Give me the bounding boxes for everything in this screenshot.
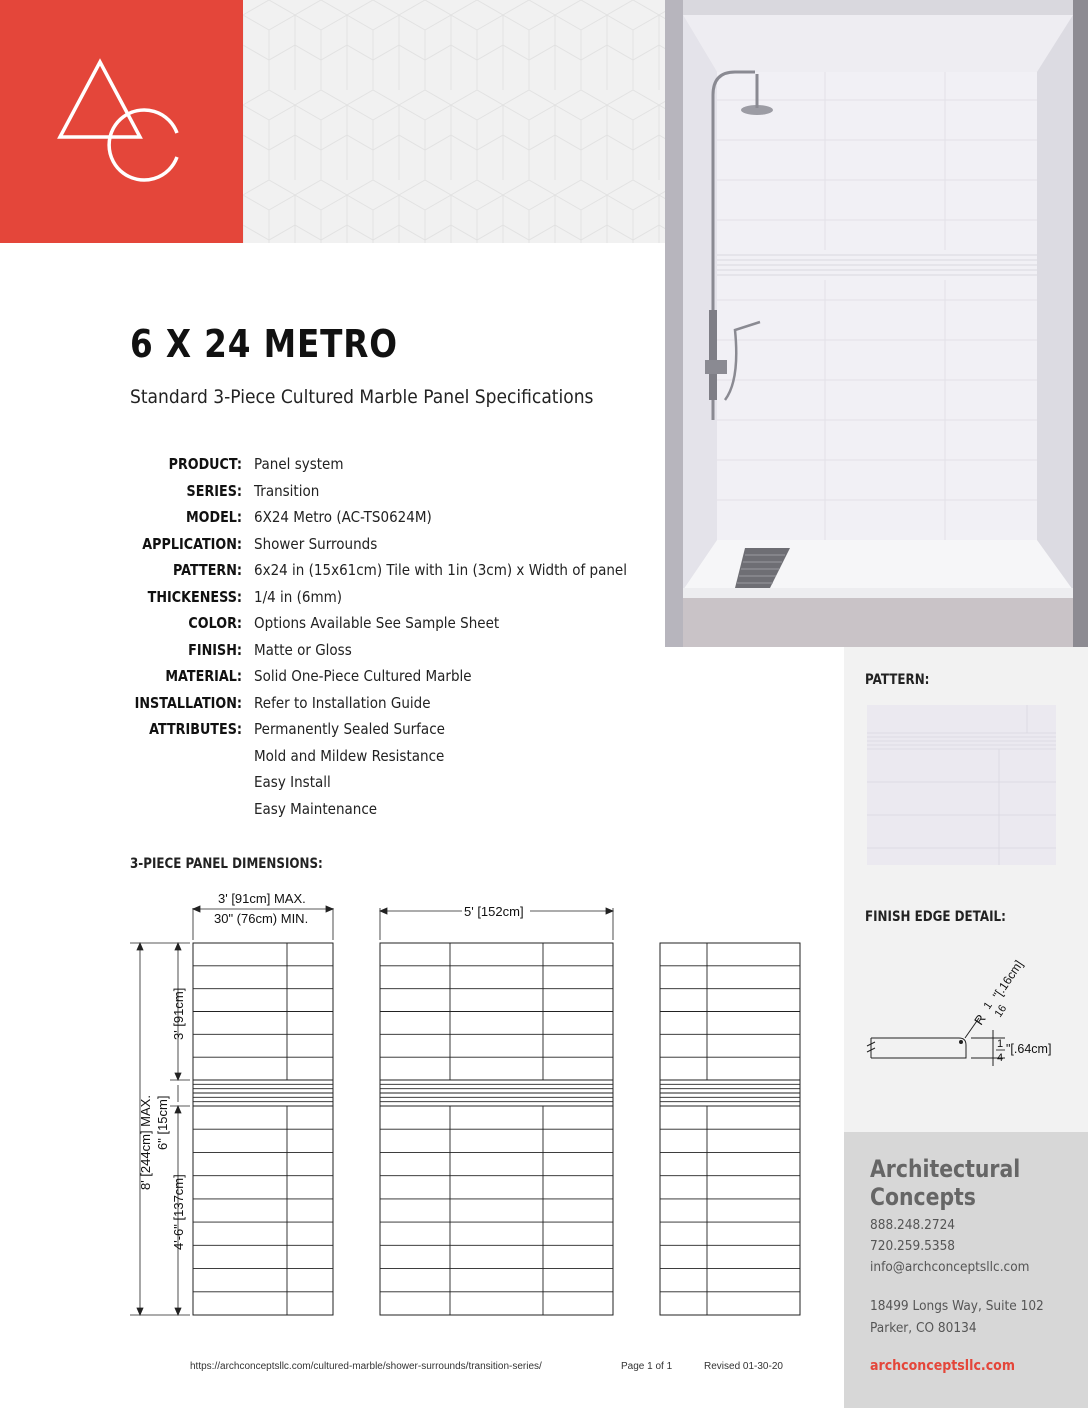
spec-label: ATTRIBUTES: <box>149 720 242 738</box>
spec-row <box>0 455 660 481</box>
spec-value: Mold and Mildew Resistance <box>254 746 445 765</box>
website-link[interactable]: archconceptsllc.com <box>870 1358 1015 1374</box>
edge-radius-num: 1 <box>981 999 995 1012</box>
spec-row <box>0 773 660 799</box>
spec-label: PRODUCT: <box>168 455 242 473</box>
ac-logo <box>0 0 243 243</box>
finish-edge-diagram <box>855 950 1080 1080</box>
spec-value: Permanently Sealed Surface <box>254 720 445 738</box>
spec-row <box>0 614 660 640</box>
spec-value: Panel system <box>254 455 344 473</box>
edge-thickness-unit: "[.64cm] <box>1006 1042 1052 1056</box>
spec-value: Options Available See Sample Sheet <box>254 614 500 632</box>
spec-label: FINISH: <box>188 640 242 659</box>
spec-row <box>0 667 660 693</box>
spec-value: 6X24 Metro (AC-TS0624M) <box>254 508 432 526</box>
finish-edge-label: FINISH EDGE DETAIL: <box>865 909 1006 925</box>
spec-value: Solid One-Piece Cultured Marble <box>254 667 472 685</box>
phone-2[interactable]: 720.259.5358 <box>870 1238 956 1254</box>
spec-row <box>0 535 660 561</box>
footer-page: Page 1 of 1 <box>621 1361 673 1372</box>
spec-row <box>0 694 660 720</box>
spec-label: MATERIAL: <box>165 667 242 685</box>
spec-value: Transition <box>254 481 320 500</box>
dimensions-heading: 3-PIECE PANEL DIMENSIONS: <box>130 856 323 872</box>
pattern-swatch <box>867 705 1056 865</box>
spec-row <box>0 508 660 534</box>
spec-value: Shower Surrounds <box>254 534 378 553</box>
spec-row <box>0 588 660 614</box>
spec-row <box>0 561 660 587</box>
page-subtitle: Standard 3-Piece Cultured Marble Panel Specifications <box>130 386 594 408</box>
spec-label: APPLICATION: <box>142 534 242 553</box>
spec-value: Refer to Installation Guide <box>254 693 431 712</box>
spec-value: Easy Maintenance <box>254 799 378 818</box>
panel-dimension-drawing <box>0 880 844 1320</box>
spec-label: THICKENESS: <box>147 587 242 606</box>
email-link[interactable]: info@archconceptsllc.com <box>870 1259 1030 1275</box>
overall-height-label: 8' [244cm] MAX. <box>138 1095 153 1190</box>
spec-value: Matte or Gloss <box>254 640 352 659</box>
logo-block <box>0 0 243 243</box>
spec-row <box>0 720 660 746</box>
spec-value: 6x24 in (15x61cm) Tile with 1in (3cm) x Width of panel <box>254 561 627 579</box>
pattern-label: PATTERN: <box>865 672 930 688</box>
band-height-label: 6" [15cm] <box>155 1095 170 1150</box>
spec-label: MODEL: <box>185 508 242 526</box>
company-name <box>870 1155 1020 1211</box>
edge-thickness-num: 1 <box>997 1038 1004 1050</box>
edge-radius-unit: "[.16cm] <box>989 957 1026 1002</box>
spec-row <box>0 641 660 667</box>
page-title: 6 X 24 METRO <box>130 322 398 366</box>
spec-label: PATTERN: <box>172 561 242 579</box>
cube-pattern-background <box>243 0 665 243</box>
spec-row <box>0 747 660 773</box>
footer-url[interactable]: https://archconceptsllc.com/cultured-marble/shower-surrounds/transition-series/ <box>190 1361 542 1372</box>
spec-value: 1/4 in (6mm) <box>254 587 343 606</box>
company-name-line1: Architectural <box>870 1155 1021 1183</box>
spec-row <box>0 800 660 826</box>
shower-photo <box>665 0 1088 647</box>
back-width-label: 5' [152cm] <box>464 904 524 919</box>
edge-radius-den: 16 <box>992 1002 1010 1020</box>
spec-value: Easy Install <box>254 773 331 791</box>
lower-height-label: 4'-6" [137cm] <box>171 1174 186 1250</box>
edge-radius-r: R <box>971 1011 989 1028</box>
phone-1[interactable]: 888.248.2724 <box>870 1217 956 1233</box>
spec-label: COLOR: <box>188 614 242 632</box>
address-line-2: Parker, CO 80134 <box>870 1320 977 1336</box>
address-line-1: 18499 Longs Way, Suite 102 <box>870 1298 1044 1314</box>
side-width-min-label: 30" (76cm) MIN. <box>214 911 309 926</box>
edge-thickness-den: 4 <box>997 1052 1004 1064</box>
spec-label: SERIES: <box>186 481 242 500</box>
side-width-max-label: 3' [91cm] MAX. <box>218 891 306 906</box>
footer-revised: Revised 01-30-20 <box>704 1361 783 1372</box>
spec-row <box>0 482 660 508</box>
upper-height-label: 3' [91cm] <box>171 987 186 1040</box>
company-name-line2: Concepts <box>870 1183 976 1211</box>
spec-label: INSTALLATION: <box>134 693 242 712</box>
